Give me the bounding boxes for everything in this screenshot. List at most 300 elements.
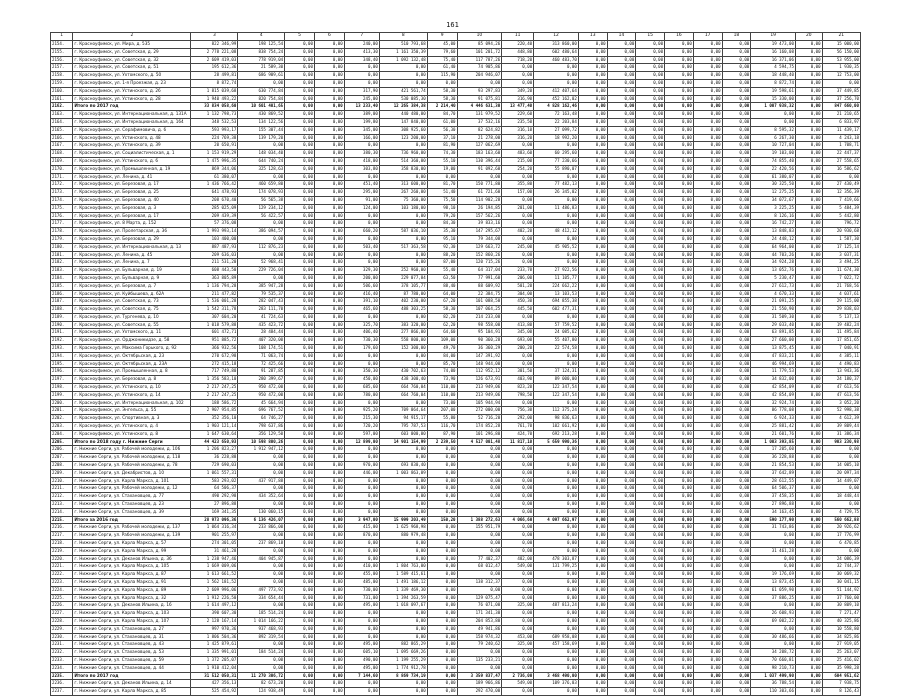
value-cell: 36 360,29 xyxy=(457,345,502,353)
table-row xyxy=(51,41,861,49)
value-cell: 0,00 xyxy=(607,165,636,173)
value-cell: 0,00 xyxy=(314,462,344,470)
value-cell: 61 380,07 xyxy=(751,173,796,181)
value-cell: 0,00 xyxy=(795,41,822,49)
value-cell: 21 589,30 xyxy=(238,64,285,72)
value-cell: 0,00 xyxy=(502,493,534,501)
value-cell: 497 773,92 xyxy=(238,586,285,594)
value-cell: 2 609 419,03 xyxy=(191,56,238,64)
value-cell: 0,00 xyxy=(607,586,636,594)
value-cell: 510 793,68 xyxy=(379,41,427,49)
value-cell: 0,00 xyxy=(722,617,751,625)
value-cell: 0,00 xyxy=(636,477,665,485)
value-cell: 0,00 xyxy=(285,345,315,353)
value-cell: 0,00 xyxy=(607,469,636,477)
value-cell: 45,00 xyxy=(427,41,457,49)
value-cell: 0,00 xyxy=(795,220,822,228)
value-cell: 22 384,75 xyxy=(457,290,502,298)
value-cell: 0,00 xyxy=(578,384,607,392)
value-cell: 0,00 xyxy=(636,680,665,688)
value-cell: 26 608,93 xyxy=(751,610,796,618)
column-number-18: 18 xyxy=(722,33,751,41)
value-cell: 0,00 xyxy=(607,485,636,493)
value-cell: 0,00 xyxy=(636,228,665,236)
value-cell: 0,00 xyxy=(795,501,822,509)
row-number-cell: 2196. xyxy=(51,368,73,376)
value-cell: 0,00 xyxy=(636,337,665,345)
table-row xyxy=(51,508,861,516)
value-cell: 0,00 xyxy=(344,259,379,267)
value-cell: 152 300,00 xyxy=(379,345,427,353)
page-number: 161 xyxy=(446,21,459,29)
value-cell: 188 586,72 xyxy=(191,399,238,407)
table-row xyxy=(51,352,861,360)
value-cell: 0,00 xyxy=(457,586,502,594)
value-cell: 445,50 xyxy=(502,306,534,314)
value-cell: 0,00 xyxy=(795,688,822,696)
value-cell: 1 993 993,14 xyxy=(191,228,238,236)
address-cell: г. Нижние Серги, ул. Стахановцев, д. 27 xyxy=(73,625,191,633)
value-cell: 0,00 xyxy=(427,641,457,649)
value-cell: 0,00 xyxy=(578,228,607,236)
value-cell: 19 473,00 xyxy=(751,41,796,49)
value-cell: 0,00 xyxy=(344,555,379,563)
value-cell: 94 915,17 xyxy=(379,415,427,423)
value-cell: 0,00 xyxy=(534,251,579,259)
value-cell: 729 690,03 xyxy=(191,462,238,470)
value-cell: 0,00 xyxy=(502,594,534,602)
value-cell: 696 767,52 xyxy=(238,407,285,415)
value-cell: 0,00 xyxy=(693,360,722,368)
value-cell: 0,00 xyxy=(636,235,665,243)
value-cell: 10 598 800,26 xyxy=(238,438,285,446)
value-cell: 488 303,25 xyxy=(379,306,427,314)
value-cell: 2 217 247,25 xyxy=(191,384,238,392)
address-cell: г. Красноуфимск, ул. Интернациональная, д. 13 xyxy=(73,243,191,251)
address-cell: г. Нижние Серги, ул. Карла Маркса, д. 89 xyxy=(73,586,191,594)
value-cell: 0,00 xyxy=(285,360,315,368)
column-number-10: 10 xyxy=(457,33,502,41)
value-cell: 0,00 xyxy=(344,547,379,555)
table-row xyxy=(51,337,861,345)
value-cell: 0,00 xyxy=(722,181,751,189)
value-cell: 274 301,05 xyxy=(191,540,238,548)
value-cell: 0,00 xyxy=(607,259,636,267)
value-cell: 0,00 xyxy=(795,313,822,321)
value-cell: 1 912 947,12 xyxy=(238,446,285,454)
value-cell: 229 077,84 xyxy=(379,274,427,282)
address-cell: г. Красноуфимск, ул. Советская, д. 29 xyxy=(73,48,191,56)
value-cell: 0,00 xyxy=(502,64,534,72)
value-cell: 52 998,38 xyxy=(822,407,860,415)
column-number-row xyxy=(51,33,861,41)
value-cell: 0,00 xyxy=(636,243,665,251)
column-number-13: 13 xyxy=(578,33,607,41)
value-cell: 0,00 xyxy=(636,360,665,368)
value-cell: 0,00 xyxy=(722,267,751,275)
address-cell: г. Нижние Серги, ул. Деканов Ильина, д. 16 xyxy=(73,602,191,610)
value-cell: 0,00 xyxy=(665,48,694,56)
value-cell: 131 799,25 xyxy=(534,563,579,571)
value-cell: 0,00 xyxy=(344,680,379,688)
address-cell: г. Нижние Серги, ул. Карла Маркса, д. 32 xyxy=(73,594,191,602)
value-cell: 0,00 xyxy=(665,134,694,142)
value-cell: 0,00 xyxy=(314,251,344,259)
value-cell: 17 776,99 xyxy=(822,532,860,540)
value-cell: 0,00 xyxy=(607,337,636,345)
value-cell: 37 642,89 xyxy=(751,469,796,477)
value-cell: 0,00 xyxy=(665,555,694,563)
value-cell: 0,00 xyxy=(795,282,822,290)
column-number-19: 19 xyxy=(751,33,796,41)
value-cell: 0,00 xyxy=(344,540,379,548)
value-cell: 6 267,30 xyxy=(751,134,796,142)
value-cell: 0,00 xyxy=(665,87,694,95)
value-cell: 7 938,75 xyxy=(822,680,860,688)
value-cell: 0,00 xyxy=(693,532,722,540)
table-row xyxy=(51,142,861,150)
value-cell: 147 840,00 xyxy=(379,118,427,126)
value-cell: 0,00 xyxy=(379,360,427,368)
row-number-cell: 2179. xyxy=(51,235,73,243)
value-cell: 0,00 xyxy=(578,243,607,251)
value-cell: 158 974,32 xyxy=(457,633,502,641)
value-cell: 0,00 xyxy=(693,111,722,119)
value-cell: 0,00 xyxy=(665,594,694,602)
table-row xyxy=(51,469,861,477)
value-cell: 1 475 996,35 xyxy=(191,157,238,165)
address-cell: г. Красноуфимск, ул. Березовая, д. 17 xyxy=(73,212,191,220)
value-cell: 820 754,84 xyxy=(238,95,285,103)
value-cell: 28 484,44 xyxy=(238,329,285,337)
row-number-cell: 2199. xyxy=(51,391,73,399)
address-cell: г. Красноуфимск, ул. Интернациональная, д. 102 xyxy=(73,399,191,407)
value-cell: 0,00 xyxy=(427,540,457,548)
value-cell: 0,00 xyxy=(379,493,427,501)
address-cell: г. Красноуфимск, ул. Советская, д. 73 xyxy=(73,298,191,306)
value-cell: 0,00 xyxy=(344,617,379,625)
value-cell: 82 673,20 xyxy=(238,680,285,688)
address-cell: г. Красноуфимск, ул. Октябрьская, д. 23А xyxy=(73,360,191,368)
value-cell: 0,00 xyxy=(607,610,636,618)
value-cell: 0,00 xyxy=(314,321,344,329)
value-cell: 380,30 xyxy=(344,150,379,158)
value-cell: 0,00 xyxy=(722,501,751,509)
value-cell: 0,00 xyxy=(285,423,315,431)
value-cell: 1 625 968,98 xyxy=(379,524,427,532)
value-cell: 1 806 504,36 xyxy=(191,633,238,641)
value-cell: 0,00 xyxy=(238,571,285,579)
value-cell: 0,00 xyxy=(665,391,694,399)
value-cell: 0,00 xyxy=(534,72,579,80)
value-cell: 308 925,60 xyxy=(379,126,427,134)
value-cell: 0,00 xyxy=(502,220,534,228)
value-cell: 0,00 xyxy=(665,64,694,72)
value-cell: 77 991,60 xyxy=(457,274,502,282)
value-cell: 0,00 xyxy=(722,204,751,212)
value-cell: 0,00 xyxy=(795,189,822,197)
value-cell: 795 787,53 xyxy=(379,423,427,431)
value-cell: 207,00 xyxy=(427,407,457,415)
value-cell: 34 832,00 xyxy=(751,376,796,384)
value-cell: 0,00 xyxy=(795,384,822,392)
value-cell: 0,00 xyxy=(534,501,579,509)
table-row xyxy=(51,189,861,197)
value-cell: 179,60 xyxy=(344,345,379,353)
value-cell: 0,00 xyxy=(314,64,344,72)
value-cell: 1 613 661,52 xyxy=(191,571,238,579)
value-cell: 412 407,64 xyxy=(534,87,579,95)
value-cell: 0,00 xyxy=(665,376,694,384)
value-cell: 27 558,65 xyxy=(822,157,860,165)
value-cell: 718,20 xyxy=(502,56,534,64)
value-cell: 0,00 xyxy=(578,41,607,49)
value-cell: 0,00 xyxy=(722,571,751,579)
value-cell: 0,00 xyxy=(379,547,427,555)
value-cell: 0,00 xyxy=(795,79,822,87)
value-cell: 0,00 xyxy=(607,251,636,259)
value-cell: 0,00 xyxy=(502,454,534,462)
value-cell: 0,00 xyxy=(607,446,636,454)
value-cell: 0,00 xyxy=(427,469,457,477)
value-cell: 56 565,38 xyxy=(238,196,285,204)
value-cell: 0,00 xyxy=(795,438,822,446)
table-row xyxy=(51,680,861,688)
value-cell: 0,00 xyxy=(693,329,722,337)
value-cell: 0,00 xyxy=(607,360,636,368)
value-cell: 0,00 xyxy=(722,485,751,493)
value-cell: 0,00 xyxy=(665,415,694,423)
row-number-cell: 2216. xyxy=(51,524,73,532)
value-cell: 0,00 xyxy=(751,641,796,649)
value-cell: 1 647 630,64 xyxy=(191,430,238,438)
value-cell: 0,00 xyxy=(607,56,636,64)
value-cell: 0,00 xyxy=(693,165,722,173)
value-cell: 0,00 xyxy=(693,540,722,548)
row-number-cell: 2188. xyxy=(51,306,73,314)
value-cell: 0,00 xyxy=(607,111,636,119)
value-cell: 1 199 255,29 xyxy=(379,656,427,664)
value-cell: 0,00 xyxy=(534,352,579,360)
value-cell: 0,00 xyxy=(795,680,822,688)
value-cell: 0,00 xyxy=(314,157,344,165)
value-cell: 0,00 xyxy=(285,72,315,80)
value-cell: 0,00 xyxy=(285,267,315,275)
value-cell: 24 086,39 xyxy=(822,555,860,563)
value-cell: 0,00 xyxy=(607,540,636,548)
table-row xyxy=(51,415,861,423)
row-number-cell: 2207. xyxy=(51,454,73,462)
value-cell: 25 263,07 xyxy=(822,649,860,657)
value-cell: 329,30 xyxy=(344,267,379,275)
column-number-15: 15 xyxy=(636,33,665,41)
value-cell: 0,00 xyxy=(693,345,722,353)
value-cell: 0,00 xyxy=(285,173,315,181)
value-cell: 1 136 794,28 xyxy=(191,282,238,290)
value-cell: 0,00 xyxy=(665,290,694,298)
value-cell: 0,00 xyxy=(665,72,694,80)
value-cell: 0,00 xyxy=(285,680,315,688)
value-cell: 56,30 xyxy=(427,126,457,134)
value-cell: 0,00 xyxy=(795,524,822,532)
value-cell: 29 115,00 xyxy=(822,298,860,306)
value-cell: 0,00 xyxy=(795,306,822,314)
value-cell: 16 586,62 xyxy=(822,165,860,173)
value-cell: 29 838,03 xyxy=(822,306,860,314)
value-cell: 0,00 xyxy=(578,555,607,563)
value-cell: 0,00 xyxy=(636,329,665,337)
value-cell: 1 037 499,90 xyxy=(751,672,796,680)
value-cell: 174 852,28 xyxy=(457,423,502,431)
value-cell: 0,00 xyxy=(795,594,822,602)
value-cell: 0,00 xyxy=(502,547,534,555)
address-cell: г. Красноуфимск, ул. Березовая, д. 29 xyxy=(73,235,191,243)
value-cell: 0,00 xyxy=(795,391,822,399)
value-cell: 0,00 xyxy=(693,516,722,524)
column-number-20: 20 xyxy=(795,33,822,41)
address-cell: г. Нижние Серги, ул. Деканов Ильина, д. 14 xyxy=(73,680,191,688)
value-cell: 0,00 xyxy=(285,111,315,119)
value-cell: 67,20 xyxy=(427,298,457,306)
value-cell: 0,00 xyxy=(795,625,822,633)
value-cell: 5 442,80 xyxy=(822,212,860,220)
value-cell: 95 104,91 xyxy=(457,329,502,337)
value-cell: 0,00 xyxy=(285,641,315,649)
value-cell: 0,00 xyxy=(344,493,379,501)
value-cell: 1 912 226,50 xyxy=(191,594,238,602)
address-cell: г. Красноуфимск, ул. Березовая, д. 3 xyxy=(73,204,191,212)
table-row xyxy=(51,282,861,290)
value-cell: 11 439,17 xyxy=(822,126,860,134)
value-cell: 0,00 xyxy=(285,126,315,134)
value-cell: 0,00 xyxy=(607,220,636,228)
value-cell: 8 595,32 xyxy=(751,126,796,134)
value-cell: 0,00 xyxy=(795,150,822,158)
value-cell: 47 613,56 xyxy=(822,391,860,399)
value-cell: 0,00 xyxy=(314,438,344,446)
value-cell: 0,00 xyxy=(344,212,379,220)
value-cell: 0,00 xyxy=(578,571,607,579)
value-cell: 0,00 xyxy=(578,516,607,524)
value-cell: 0,00 xyxy=(795,274,822,282)
value-cell: 58,30 xyxy=(427,306,457,314)
value-cell: 0,00 xyxy=(285,376,315,384)
value-cell: 0,00 xyxy=(607,189,636,197)
value-cell: 0,00 xyxy=(534,142,579,150)
value-cell: 0,00 xyxy=(427,493,457,501)
value-cell: 37 532,16 xyxy=(457,118,502,126)
value-cell: 390 607,30 xyxy=(191,610,238,618)
value-cell: 0,00 xyxy=(722,407,751,415)
value-cell: 0,00 xyxy=(238,532,285,540)
value-cell: 1 903 121,14 xyxy=(191,423,238,431)
value-cell: 1 335 991,01 xyxy=(191,649,238,657)
value-cell: 0,00 xyxy=(502,664,534,672)
value-cell: 0,00 xyxy=(314,243,344,251)
value-cell: 530 085,30 xyxy=(379,95,427,103)
value-cell: 0,00 xyxy=(636,430,665,438)
value-cell: 0,00 xyxy=(795,508,822,516)
value-cell: 313 600,00 xyxy=(379,181,427,189)
value-cell: 0,00 xyxy=(665,610,694,618)
value-cell: 0,00 xyxy=(722,150,751,158)
value-cell: 0,00 xyxy=(502,313,534,321)
value-cell: 0,00 xyxy=(314,384,344,392)
value-cell: 0,00 xyxy=(578,462,607,470)
value-cell: 0,00 xyxy=(238,641,285,649)
value-cell: 0,00 xyxy=(693,547,722,555)
row-number-cell: 2170. xyxy=(51,165,73,173)
value-cell: 1 372 205,07 xyxy=(191,656,238,664)
value-cell: 0,00 xyxy=(578,220,607,228)
value-cell: 209 439,39 xyxy=(191,212,238,220)
value-cell: 0,00 xyxy=(665,95,694,103)
address-cell: г. Красноуфимск, ул. Интернациональная, д. 131А xyxy=(73,111,191,119)
value-cell: 0,00 xyxy=(578,352,607,360)
value-cell: 0,00 xyxy=(636,508,665,516)
value-cell: 110,00 xyxy=(427,384,457,392)
value-cell: 506,60 xyxy=(344,282,379,290)
value-cell: 56 422,57 xyxy=(238,212,285,220)
value-cell: 0,00 xyxy=(822,547,860,555)
value-cell: 155 951,79 xyxy=(457,524,502,532)
value-cell: 451,40 xyxy=(344,181,379,189)
value-cell: 64 964,00 xyxy=(751,243,796,251)
value-cell: 0,00 xyxy=(534,235,579,243)
value-cell: 15 330,00 xyxy=(751,95,796,103)
row-number-cell: 2174. xyxy=(51,196,73,204)
address-cell: г. Красноуфимск, ул. Устинского, д. 28 xyxy=(73,95,191,103)
table-row xyxy=(51,243,861,251)
value-cell: 0,00 xyxy=(427,594,457,602)
value-cell: 0,00 xyxy=(636,118,665,126)
value-cell: 0,00 xyxy=(502,578,534,586)
value-cell: 0,00 xyxy=(607,235,636,243)
value-cell: 0,00 xyxy=(502,540,534,548)
value-cell: 0,00 xyxy=(578,672,607,680)
value-cell: 0,00 xyxy=(722,594,751,602)
row-number-cell: 2190. xyxy=(51,321,73,329)
value-cell: 47 613,56 xyxy=(822,384,860,392)
value-cell: 138 312,37 xyxy=(457,578,502,586)
value-cell: 1 536 001,28 xyxy=(191,298,238,306)
row-number-cell: 2192. xyxy=(51,337,73,345)
value-cell: 0,00 xyxy=(693,438,722,446)
value-cell: 0,00 xyxy=(665,368,694,376)
value-cell: 0,00 xyxy=(722,41,751,49)
value-cell: 0,00 xyxy=(502,173,534,181)
value-cell: 34 825,86 xyxy=(822,633,860,641)
value-cell: 0,00 xyxy=(722,157,751,165)
row-number-cell: 2191. xyxy=(51,329,73,337)
value-cell: 0,00 xyxy=(534,571,579,579)
value-cell: 0,00 xyxy=(534,649,579,657)
value-cell: 0,00 xyxy=(722,625,751,633)
value-cell: 0,00 xyxy=(693,352,722,360)
row-number-cell: 2205. xyxy=(51,438,73,446)
value-cell: 0,00 xyxy=(693,399,722,407)
value-cell: 0,00 xyxy=(285,134,315,142)
value-cell: 122 347,54 xyxy=(534,384,579,392)
table-row xyxy=(51,423,861,431)
value-cell: 21 278,00 xyxy=(457,134,502,142)
value-cell: 0,00 xyxy=(693,586,722,594)
value-cell: 0,00 xyxy=(693,212,722,220)
value-cell: 0,00 xyxy=(379,251,427,259)
value-cell: 147 391,92 xyxy=(457,352,502,360)
row-number-cell: 2218. xyxy=(51,540,73,548)
value-cell: 0,00 xyxy=(285,321,315,329)
